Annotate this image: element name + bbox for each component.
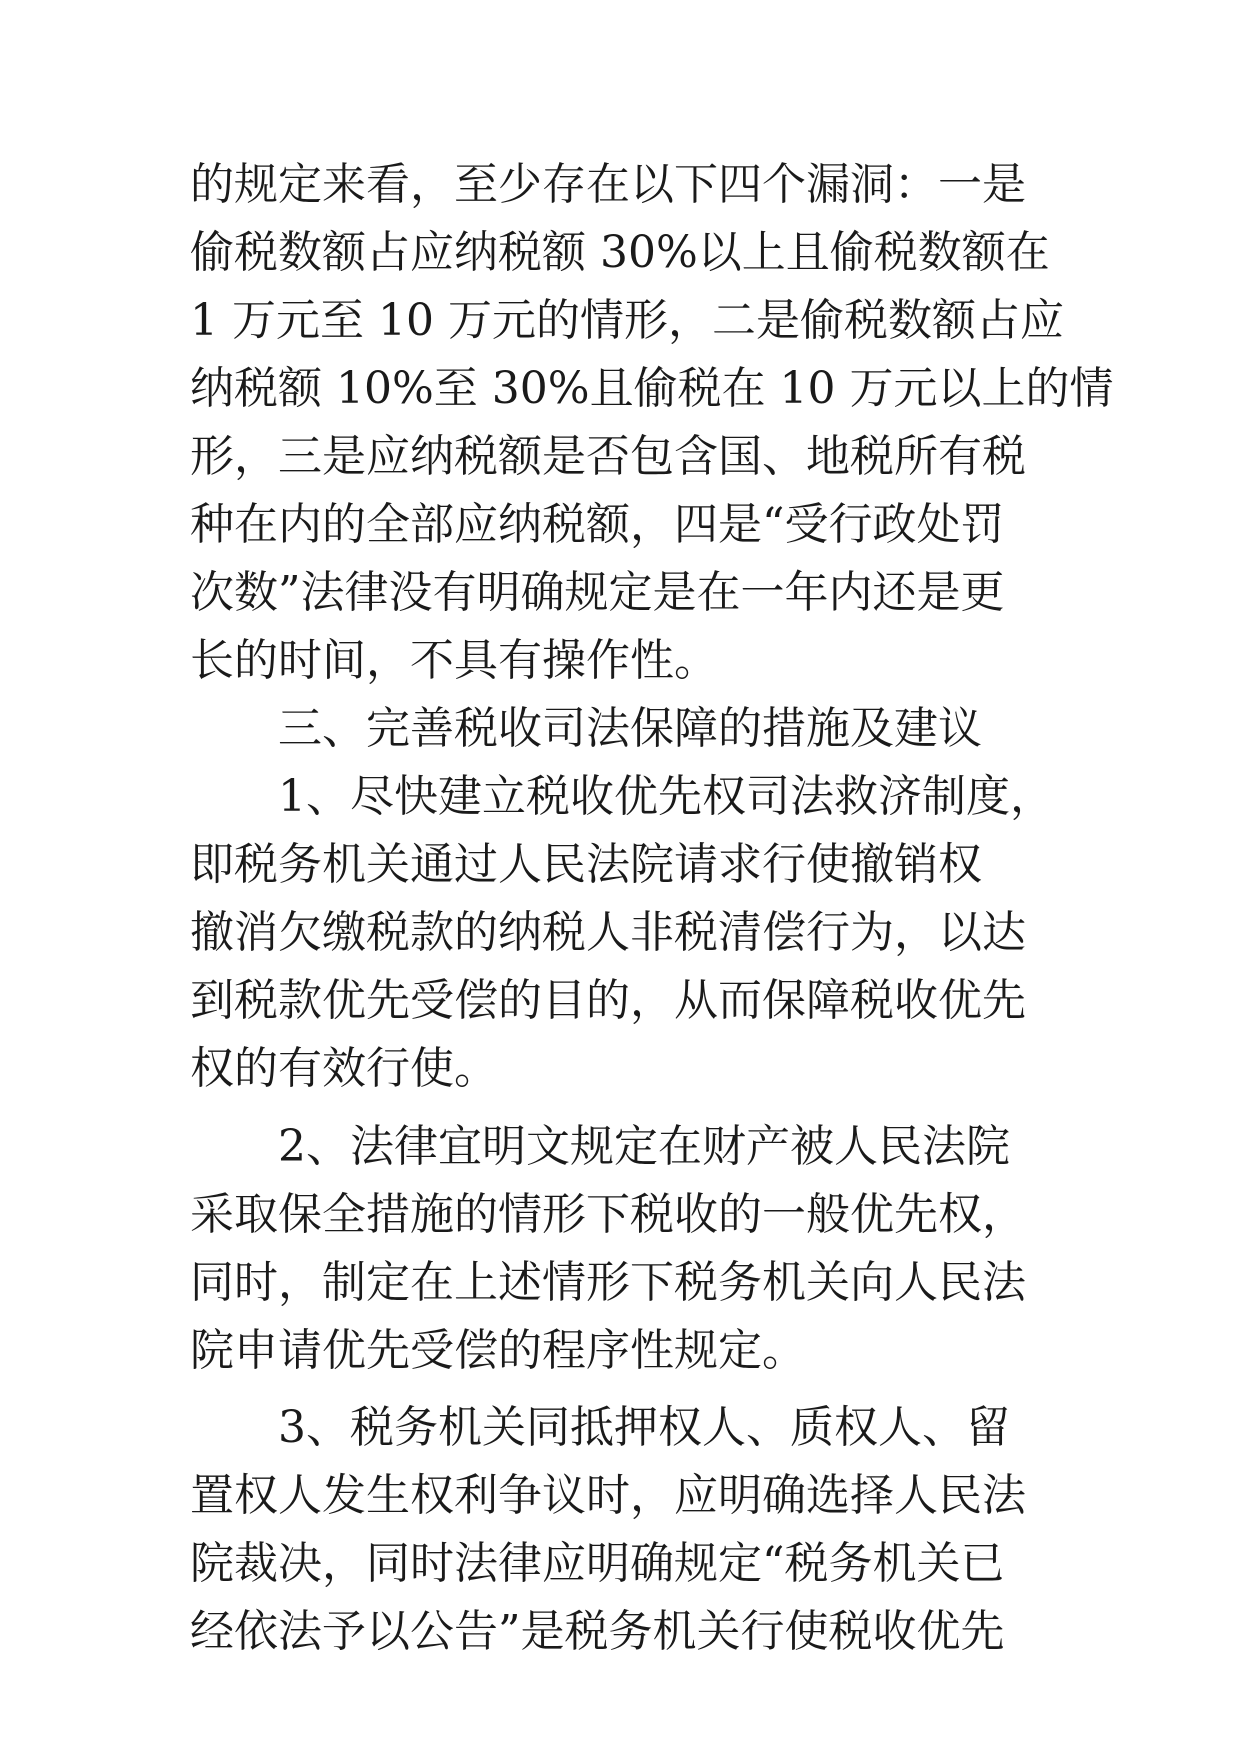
text-line: 院裁决，同时法律应明确规定“税务机关已 <box>190 1538 1005 1589</box>
text-line: 院申请优先受偿的程序性规定。 <box>190 1325 806 1376</box>
text-line: 即税务机关通过人民法院请求行使撤销权 <box>190 839 982 890</box>
text-line: 形，三是应纳税额是否包含国、地税所有税 <box>190 431 1026 482</box>
text-line: 1 万元至 10 万元的情形，二是偷税数额占应 <box>190 295 1064 346</box>
text-line: 置权人发生权利争议时，应明确选择人民法 <box>190 1470 1026 1521</box>
text-line: 权的有效行使。 <box>190 1043 498 1094</box>
text-line: 的规定来看，至少存在以下四个漏洞：一是 <box>190 159 1026 210</box>
text-line: 3、税务机关同抵押权人、质权人、留 <box>278 1402 1010 1453</box>
text-line: 偷税数额占应纳税额 30%以上且偷税数额在 <box>190 227 1050 278</box>
text-line: 撤消欠缴税款的纳税人非税清偿行为，以达 <box>190 907 1026 958</box>
text-line: 采取保全措施的情形下税收的一般优先权， <box>190 1189 1026 1240</box>
text-line: 纳税额 10%至 30%且偷税在 10 万元以上的情 <box>190 363 1114 414</box>
text-line: 经依法予以公告”是税务机关行使税收优先 <box>190 1606 1005 1657</box>
text-line: 同时，制定在上述情形下税务机关向人民法 <box>190 1257 1026 1308</box>
text-line: 种在内的全部应纳税额，四是“受行政处罚 <box>190 499 1005 550</box>
section-heading: 三、完善税收司法保障的措施及建议 <box>278 703 982 754</box>
text-line: 到税款优先受偿的目的，从而保障税收优先 <box>190 975 1026 1026</box>
text-line: 长的时间，不具有操作性。 <box>190 635 718 686</box>
text-line: 次数”法律没有明确规定是在一年内还是更 <box>190 567 1005 618</box>
text-line: 2、法律宜明文规定在财产被人民法院 <box>278 1121 1010 1172</box>
text-line: 1、尽快建立税收优先权司法救济制度， <box>278 771 1054 822</box>
